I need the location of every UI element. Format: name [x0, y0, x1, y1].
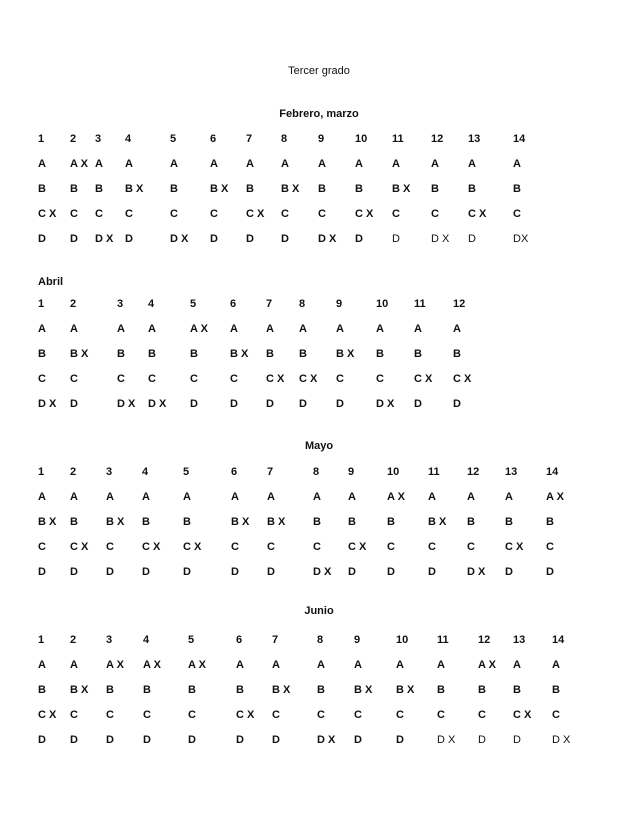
grade-cell: A [348, 491, 356, 503]
grade-cell: B [546, 516, 554, 528]
grade-cell: A [281, 158, 289, 170]
grade-cell: B X [272, 684, 291, 696]
grade-cell: A [95, 158, 103, 170]
grade-cell: B [266, 348, 274, 360]
grade-cell: A [38, 323, 46, 335]
grade-cell: D [354, 734, 362, 746]
grade-cell: C [148, 373, 156, 385]
grade-cell: A [513, 158, 521, 170]
grade-cell: D [513, 734, 521, 746]
grade-cell: C [231, 541, 239, 553]
grade-cell: D [188, 734, 196, 746]
grade-cell: 12 [453, 298, 466, 310]
grade-cell: B [376, 348, 384, 360]
grade-row [0, 491, 638, 505]
grade-cell: 14 [552, 634, 565, 646]
grade-cell: 12 [431, 133, 444, 145]
grade-cell: 13 [513, 634, 526, 646]
grade-cell: C [387, 541, 395, 553]
grade-cell: D [267, 566, 275, 578]
grade-cell: A X [190, 323, 208, 335]
grade-cell: C [106, 709, 114, 721]
grade-cell: 10 [387, 466, 400, 478]
grade-cell: D [38, 734, 46, 746]
grade-cell: 9 [354, 634, 361, 646]
grade-cell: D X [437, 734, 456, 746]
grade-cell: 1 [38, 466, 45, 478]
grade-cell: C [143, 709, 151, 721]
grade-row [0, 398, 638, 412]
grade-cell: 2 [70, 634, 77, 646]
grade-cell: A [354, 659, 362, 671]
grade-cell: C [552, 709, 560, 721]
grade-cell: B X [281, 183, 300, 195]
grade-cell: A [428, 491, 436, 503]
grade-cell: D [478, 734, 486, 746]
grade-cell: 11 [428, 466, 440, 478]
grade-cell: B X [267, 516, 286, 528]
grade-cell: A X [387, 491, 405, 503]
grade-cell: C [210, 208, 218, 220]
grade-cell: D X [317, 734, 336, 746]
grade-cell: 11 [414, 298, 426, 310]
grade-cell: B [414, 348, 422, 360]
grade-cell: C [106, 541, 114, 553]
grade-cell: A [317, 659, 325, 671]
grade-cell: C [125, 208, 133, 220]
grade-cell: C X [453, 373, 472, 385]
grade-cell: A X [143, 659, 161, 671]
grade-cell: 10 [396, 634, 409, 646]
grade-cell: D [246, 233, 254, 245]
grade-cell: C X [513, 709, 532, 721]
grade-cell: C X [38, 208, 57, 220]
grade-cell: B [355, 183, 363, 195]
grade-cell: 4 [143, 634, 150, 646]
grade-cell: C [190, 373, 198, 385]
grade-cell: D [453, 398, 461, 410]
grade-row [0, 541, 638, 555]
grade-cell: C [281, 208, 289, 220]
grade-row [0, 373, 638, 387]
grade-cell: D [70, 566, 78, 578]
grade-cell: A X [106, 659, 124, 671]
grade-row [0, 183, 638, 197]
grade-cell: B [170, 183, 178, 195]
grade-cell: C [336, 373, 344, 385]
grade-cell: D [143, 734, 151, 746]
grade-cell: A [376, 323, 384, 335]
grade-cell: B X [336, 348, 355, 360]
grade-cell: D X [170, 233, 189, 245]
grade-cell: A [246, 158, 254, 170]
grade-cell: D [468, 233, 476, 245]
grade-cell: 10 [355, 133, 368, 145]
grade-cell: 13 [505, 466, 518, 478]
grade-cell: D [336, 398, 344, 410]
grade-cell: D [142, 566, 150, 578]
grade-cell: A [230, 323, 238, 335]
grade-cell: A [468, 158, 476, 170]
grade-row [0, 566, 638, 580]
grade-row [0, 734, 638, 748]
grade-cell: 11 [392, 133, 404, 145]
grade-cell: D [125, 233, 133, 245]
grade-cell: C X [236, 709, 255, 721]
grade-cell: C X [246, 208, 265, 220]
grade-cell: 11 [437, 634, 449, 646]
grade-cell: D X [148, 398, 167, 410]
grade-cell: A [299, 323, 307, 335]
grade-cell: 6 [236, 634, 243, 646]
grade-cell: A [552, 659, 560, 671]
grade-cell: D [70, 734, 78, 746]
grade-cell: C [117, 373, 125, 385]
grade-cell: C [70, 373, 78, 385]
grade-cell: D [299, 398, 307, 410]
grade-cell: 3 [95, 133, 102, 145]
grade-cell: D [230, 398, 238, 410]
grade-cell: A [210, 158, 218, 170]
grade-cell: C [428, 541, 436, 553]
grade-cell: 2 [70, 466, 77, 478]
grade-cell: 5 [190, 298, 197, 310]
grade-cell: A X [478, 659, 496, 671]
grade-cell: 7 [246, 133, 253, 145]
grade-cell: A [148, 323, 156, 335]
grade-cell: A X [546, 491, 564, 503]
grade-cell: B [505, 516, 513, 528]
grade-cell: C [267, 541, 275, 553]
grade-cell: B [318, 183, 326, 195]
grade-row [0, 634, 638, 648]
grade-cell: B [387, 516, 395, 528]
grade-cell: C [272, 709, 280, 721]
grade-cell: A [70, 323, 78, 335]
grade-cell: A [236, 659, 244, 671]
grade-cell: D [428, 566, 436, 578]
grade-cell: B X [428, 516, 447, 528]
grade-cell: B [190, 348, 198, 360]
grade-cell: B [38, 348, 46, 360]
grade-cell: C [396, 709, 404, 721]
grade-row [0, 298, 638, 312]
grade-cell: B [478, 684, 486, 696]
grade-cell: 14 [546, 466, 559, 478]
grade-cell: D X [552, 734, 571, 746]
grade-cell: B X [354, 684, 373, 696]
grade-cell: D [70, 233, 78, 245]
grade-cell: D X [376, 398, 395, 410]
grade-cell: D [190, 398, 198, 410]
grade-cell: 8 [313, 466, 320, 478]
grade-cell: 5 [183, 466, 190, 478]
grade-cell: D X [313, 566, 332, 578]
grade-cell: B [70, 183, 78, 195]
grade-cell: D [236, 734, 244, 746]
grade-cell: A [396, 659, 404, 671]
grade-cell: B [70, 516, 78, 528]
grade-cell: C X [183, 541, 202, 553]
grade-cell: 9 [348, 466, 355, 478]
grade-cell: B [317, 684, 325, 696]
grade-cell: D [70, 398, 78, 410]
grade-cell: B X [392, 183, 411, 195]
grade-cell: B [299, 348, 307, 360]
grade-cell: A [431, 158, 439, 170]
grade-cell: 4 [125, 133, 132, 145]
grade-cell: C X [468, 208, 487, 220]
grade-cell: A [70, 659, 78, 671]
grade-cell: D X [318, 233, 337, 245]
grade-cell: C [38, 541, 46, 553]
grade-cell: 5 [170, 133, 177, 145]
grade-cell: B X [70, 684, 89, 696]
grade-cell: B [552, 684, 560, 696]
grade-cell: C [70, 709, 78, 721]
grade-cell: C [376, 373, 384, 385]
grade-row [0, 684, 638, 698]
grade-cell: B [38, 684, 46, 696]
grade-row [0, 516, 638, 530]
grade-cell: A [272, 659, 280, 671]
grade-cell: B [467, 516, 475, 528]
grade-cell: C X [414, 373, 433, 385]
grade-cell: B X [231, 516, 250, 528]
grade-cell: C X [348, 541, 367, 553]
grade-cell: A [355, 158, 363, 170]
grade-cell: A [183, 491, 191, 503]
grade-cell: B [148, 348, 156, 360]
grade-cell: D [546, 566, 554, 578]
grade-cell: B [513, 684, 521, 696]
grade-cell: B [95, 183, 103, 195]
grade-cell: C [467, 541, 475, 553]
grade-row [0, 348, 638, 362]
grade-cell: A [231, 491, 239, 503]
grade-cell: A [392, 158, 400, 170]
grade-cell: B X [210, 183, 229, 195]
grade-cell: B [106, 684, 114, 696]
grade-cell: 7 [272, 634, 279, 646]
grade-cell: C X [299, 373, 318, 385]
grade-cell: A [142, 491, 150, 503]
section-heading-mayo: Mayo [304, 440, 334, 452]
grade-cell: D [272, 734, 280, 746]
grade-cell: D [38, 566, 46, 578]
grade-cell: 12 [478, 634, 491, 646]
grade-cell: C [230, 373, 238, 385]
grade-row [0, 709, 638, 723]
grade-cell: B X [106, 516, 125, 528]
grade-cell: A [513, 659, 521, 671]
grade-cell: A [266, 323, 274, 335]
grade-cell: C X [38, 709, 57, 721]
grade-cell: C X [142, 541, 161, 553]
grade-cell: D X [95, 233, 114, 245]
grade-cell: D [505, 566, 513, 578]
grade-cell: 6 [210, 133, 217, 145]
grade-cell: B [513, 183, 521, 195]
grade-cell: B [38, 183, 46, 195]
grade-cell: 8 [281, 133, 288, 145]
grade-cell: C [313, 541, 321, 553]
grade-cell: A [336, 323, 344, 335]
grade-cell: D [387, 566, 395, 578]
grade-cell: 2 [70, 298, 77, 310]
grade-row [0, 466, 638, 480]
grade-cell: B [453, 348, 461, 360]
grade-cell: B X [230, 348, 249, 360]
grade-cell: A [313, 491, 321, 503]
grade-cell: D [106, 566, 114, 578]
grade-row [0, 323, 638, 337]
grade-row [0, 133, 638, 147]
grade-cell: C [188, 709, 196, 721]
grade-cell: B X [70, 348, 89, 360]
grade-cell: C [38, 373, 46, 385]
grade-cell: A [117, 323, 125, 335]
grade-cell: C [318, 208, 326, 220]
grade-cell: B [142, 516, 150, 528]
grade-cell: C [431, 208, 439, 220]
grade-cell: A [453, 323, 461, 335]
grade-cell: B X [38, 516, 57, 528]
grade-cell: C X [266, 373, 285, 385]
grade-cell: D X [117, 398, 136, 410]
grade-cell: D [210, 233, 218, 245]
grade-cell: D X [38, 398, 57, 410]
grade-cell: C [437, 709, 445, 721]
grade-cell: 4 [142, 466, 149, 478]
grade-cell: D [106, 734, 114, 746]
grade-cell: D [392, 233, 400, 245]
grade-cell: C X [355, 208, 374, 220]
grade-cell: C [392, 208, 400, 220]
grade-cell: A [467, 491, 475, 503]
grade-cell: D [414, 398, 422, 410]
grade-cell: D [348, 566, 356, 578]
section-heading-febrero-marzo: Febrero, marzo [279, 108, 359, 120]
grade-cell: D [355, 233, 363, 245]
grade-cell: D X [431, 233, 450, 245]
grade-cell: DX [513, 233, 529, 245]
grade-cell: A [38, 158, 46, 170]
grade-cell: 4 [148, 298, 155, 310]
grade-cell: B [246, 183, 254, 195]
grade-cell: B [183, 516, 191, 528]
grade-cell: C [546, 541, 554, 553]
grade-cell: 14 [513, 133, 526, 145]
grade-cell: A X [188, 659, 206, 671]
document-title: Tercer grado [288, 65, 350, 77]
grade-cell: A [414, 323, 422, 335]
grade-cell: B X [125, 183, 144, 195]
grade-cell: B [437, 684, 445, 696]
grade-cell: C [170, 208, 178, 220]
grade-cell: A [437, 659, 445, 671]
grade-cell: 3 [106, 634, 113, 646]
grade-cell: D [396, 734, 404, 746]
grade-row [0, 158, 638, 172]
grade-cell: 6 [230, 298, 237, 310]
grade-row [0, 208, 638, 222]
grade-cell: 7 [266, 298, 273, 310]
grade-cell: C [478, 709, 486, 721]
grade-cell: C [95, 208, 103, 220]
grade-cell: D [38, 233, 46, 245]
section-heading-junio: Junio [304, 605, 334, 617]
grade-cell: 10 [376, 298, 389, 310]
grade-cell: B [431, 183, 439, 195]
grade-cell: 1 [38, 634, 45, 646]
grade-cell: 8 [299, 298, 306, 310]
grade-cell: A [318, 158, 326, 170]
grade-cell: 9 [318, 133, 325, 145]
grade-cell: 6 [231, 466, 238, 478]
grade-cell: A [505, 491, 513, 503]
grade-cell: 2 [70, 133, 77, 145]
section-heading-abril: Abril [38, 276, 64, 288]
grade-cell: A [70, 491, 78, 503]
grade-cell: B [188, 684, 196, 696]
grade-cell: D [231, 566, 239, 578]
grade-cell: C X [505, 541, 524, 553]
grade-cell: 9 [336, 298, 343, 310]
grade-cell: A [125, 158, 133, 170]
grade-cell: C [317, 709, 325, 721]
grade-cell: A [106, 491, 114, 503]
grade-cell: B X [396, 684, 415, 696]
grade-cell: 1 [38, 298, 45, 310]
grade-cell: B [313, 516, 321, 528]
grade-cell: C [70, 208, 78, 220]
grade-cell: 7 [267, 466, 274, 478]
grade-cell: C X [70, 541, 89, 553]
grade-cell: A [38, 491, 46, 503]
grade-cell: C [513, 208, 521, 220]
grade-row [0, 233, 638, 247]
grade-cell: 3 [117, 298, 124, 310]
grade-cell: 5 [188, 634, 195, 646]
grade-cell: D [183, 566, 191, 578]
grade-cell: 8 [317, 634, 324, 646]
grade-cell: A [267, 491, 275, 503]
grade-cell: C [354, 709, 362, 721]
grade-cell: B [143, 684, 151, 696]
grade-cell: B [348, 516, 356, 528]
grade-cell: D [266, 398, 274, 410]
grade-cell: A [38, 659, 46, 671]
grade-cell: 12 [467, 466, 480, 478]
grade-cell: 3 [106, 466, 113, 478]
grade-cell: D [281, 233, 289, 245]
grade-cell: A [170, 158, 178, 170]
grade-cell: D X [467, 566, 486, 578]
grade-row [0, 659, 638, 673]
grade-cell: B [117, 348, 125, 360]
grade-cell: 1 [38, 133, 45, 145]
grade-cell: B [468, 183, 476, 195]
grade-cell: B [236, 684, 244, 696]
grade-cell: 13 [468, 133, 481, 145]
grade-cell: A X [70, 158, 88, 170]
